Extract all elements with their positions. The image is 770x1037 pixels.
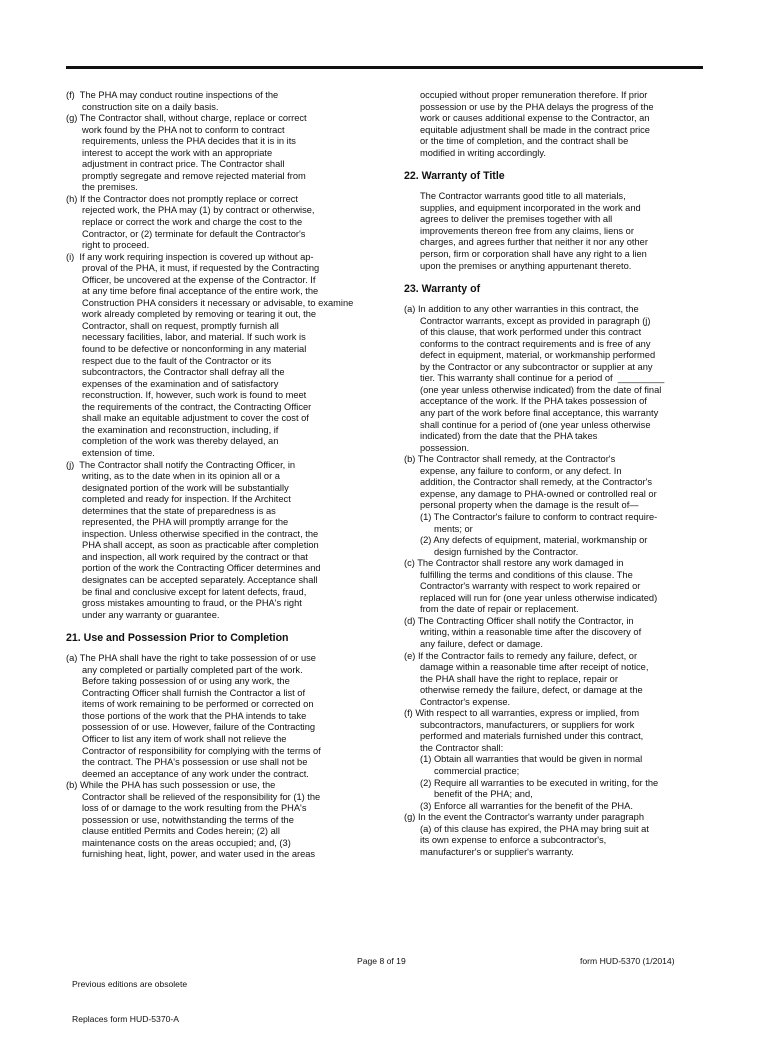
text-line: design furnished by the Contractor. — [434, 546, 579, 557]
text-line: at any time before final acceptance of the entire work, the — [82, 286, 319, 297]
text-line: acceptance of the work. If the PHA takes possession of — [420, 396, 647, 407]
text-line: any failure, defect or damage. — [420, 638, 543, 649]
text-line: construction site on a daily basis. — [82, 101, 219, 112]
section-heading: 23. Warranty of — [404, 283, 481, 296]
text-line: otherwise remedy the failure, defect, or damage at the — [420, 685, 643, 696]
text-line: possession. — [420, 442, 470, 453]
text-line: or the time of completion, and the contract shall be — [420, 136, 629, 147]
text-line: (d) The Contracting Officer shall notify the Contractor, in — [404, 615, 634, 626]
text-line: designated portion of the work will be substantially — [82, 482, 289, 493]
text-line: promptly segregate and remove rejected material from — [82, 170, 306, 181]
text-line: expense, any damage to PHA-owned or controlled real or — [420, 488, 657, 499]
text-line: manufacturer's or supplier's warranty. — [420, 846, 574, 857]
text-line: any completed or partially completed part of the work. — [82, 664, 303, 675]
text-line: work already completed by removing or tearing it out, the — [82, 309, 317, 320]
text-line: Contractor shall be relieved of the responsibility for (1) the — [82, 791, 321, 802]
section-heading: 22. Warranty of Title — [404, 170, 505, 183]
text-line: writing, within a reasonable time after the discovery of — [420, 627, 642, 638]
text-line: (1) The Contractor's failure to conform to contract require- — [420, 511, 658, 522]
text-line: Contractor warrants, except as provided in paragraph (j) — [420, 315, 651, 326]
text-line: person, firm or corporation shall have any right to a lien — [420, 249, 647, 260]
text-line: fulfilling the terms and conditions of this clause. The — [420, 569, 633, 580]
section-heading: 21. Use and Possession Prior to Completion — [66, 632, 289, 645]
text-line: respect due to the fault of the Contractor or its — [82, 355, 272, 366]
text-line: upon the premises or anything appurtenant thereto. — [420, 260, 632, 271]
text-line: expenses of the examination and of satisfactory — [82, 378, 279, 389]
text-line: designates can be accepted separately. Acceptance shall — [82, 574, 318, 585]
text-line: the requirements of the contract, the Contracting Officer — [82, 401, 312, 412]
footer-left — [72, 956, 187, 1037]
text-line: (i) If any work requiring inspection is covered up without ap- — [66, 251, 314, 262]
text-line: its own expense to enforce a subcontractor's, — [420, 835, 607, 846]
footer-obsolete-note: Previous editions are obsolete — [72, 979, 188, 989]
text-line: from the date of repair or replacement. — [420, 604, 579, 615]
text-line: of this clause, that work performed under this contract — [420, 327, 642, 338]
text-line: any part of the work before final acceptance, this warranty — [420, 408, 659, 419]
text-line: Contractor, shall on request, promptly furnish all — [82, 320, 279, 331]
text-line: under any warranty or guarantee. — [82, 609, 220, 620]
text-line: Contractor, or (2) terminate for default the Contractor's — [82, 228, 306, 239]
text-line: interest to accept the work with an appropriate — [82, 147, 273, 158]
text-line: (b) While the PHA has such possession or use, the — [66, 780, 276, 791]
text-line: damage within a reasonable time after receipt of notice, — [420, 662, 649, 673]
text-line: tier. This warranty shall continue for a period of _________ — [420, 373, 665, 384]
text-line: adjustment in contract price. The Contractor shall — [82, 159, 285, 170]
text-line: (2) Any defects of equipment, material, workmanship or — [420, 535, 648, 546]
text-line: the PHA shall have the right to replace, repair or — [420, 673, 618, 684]
text-line: portion of the work the Contracting Officer determines and — [82, 563, 321, 574]
text-line: commercial practice; — [434, 765, 520, 776]
text-line: (a) In addition to any other warranties in this contract, the — [404, 304, 639, 315]
text-line: occupied without proper remuneration therefore. If prior — [420, 90, 648, 100]
text-line: subcontractors, the Contractor shall defray all the — [82, 367, 285, 378]
text-line: found to be defective or nonconforming in any material — [82, 344, 307, 355]
text-line: rejected work, the PHA may (1) by contract or otherwise, — [82, 205, 315, 216]
text-line: Contracting Officer shall furnish the Contractor a list of — [82, 687, 306, 698]
text-line: gross mistakes amounting to fraud, or the PHA's right — [82, 598, 302, 609]
text-line: replace or correct the work and charge the cost to the — [82, 217, 303, 228]
text-line: (2) Require all warranties to be executed in writing, for the — [420, 777, 659, 788]
text-line: The Contractor warrants good title to all materials, — [420, 191, 626, 202]
text-line: inspection. Unless otherwise specified in the contract, the — [82, 528, 319, 539]
text-line: ments; or — [434, 523, 473, 534]
text-line: addition, the Contractor shall remedy, at the Contractor's — [420, 477, 653, 488]
text-line: requirements, unless the PHA decides that it is in its — [82, 136, 296, 147]
text-line: reconstruction. If, however, such work is found to meet — [82, 390, 307, 401]
text-line: the contract. The PHA's possession or use shall not be — [82, 757, 308, 768]
text-line: (g) The Contractor shall, without charge, replace or correct — [66, 113, 307, 124]
text-line: shall continue for a period of (one year unless otherwise — [420, 419, 651, 430]
text-line: items of work remaining to be performed or corrected on — [82, 699, 314, 710]
text-line: equitable adjustment shall be made in the contract price — [420, 124, 650, 135]
right-column — [404, 90, 690, 858]
text-line: (f) The PHA may conduct routine inspections of the — [66, 90, 279, 100]
text-line: possession or use, notwithstanding the terms of the — [82, 814, 294, 825]
text-line: be final and conclusive except for latent defects, fraud, — [82, 586, 307, 597]
text-line: determines that the state of preparedness is as — [82, 505, 276, 516]
text-line: defect in equipment, material, or workmanship performed — [420, 350, 656, 361]
text-line: Officer, be uncovered at the expense of the Contractor. If — [82, 274, 316, 285]
top-rule — [66, 66, 703, 69]
text-line: improvements thereon free from any claims, liens or — [420, 225, 634, 236]
text-line: Construction PHA considers it necessary or advisable, to examine — [82, 297, 354, 308]
text-line: proval of the PHA, it must, if requested by the Contracting — [82, 263, 320, 274]
text-line: (b) The Contractor shall remedy, at the Contractor's — [404, 454, 616, 465]
page-number: Page 8 of 19 — [357, 956, 406, 966]
text-line: agrees to deliver the premises together with all — [420, 214, 613, 225]
text-line: represented, the PHA will promptly arrange for the — [82, 517, 289, 528]
text-line: (h) If the Contractor does not promptly replace or correct — [66, 193, 299, 204]
text-line: work found by the PHA not to conform to contract — [82, 124, 285, 135]
text-line: personal property when the damage is the result of— — [420, 500, 639, 511]
text-line: Officer to list any item of work shall not relieve the — [82, 733, 287, 744]
text-line: work or causes additional expense to the Contractor, an — [420, 113, 650, 124]
text-line: completion of the work was thereby delayed, an — [82, 436, 279, 447]
text-line: PHA shall accept, as soon as practicable after completion — [82, 540, 319, 551]
text-line: and inspection, all work required by the contract or that — [82, 551, 308, 562]
text-line: Contractor of responsibility for complying with the terms of — [82, 745, 321, 756]
text-line: (f) With respect to all warranties, express or implied, from — [404, 708, 640, 719]
text-line: deemed an acceptance of any work under the contract. — [82, 768, 309, 779]
text-line: extension of time. — [82, 447, 155, 458]
text-line: (a) of this clause has expired, the PHA may bring suit at — [420, 823, 649, 834]
text-line: modified in writing accordingly. — [420, 147, 546, 158]
text-line: replaced will run for (one year unless otherwise indicated) — [420, 592, 658, 603]
text-line: Contractor's warranty with respect to work repaired or — [420, 581, 641, 592]
text-line: Contractor's expense. — [420, 696, 511, 707]
text-line: possession of or use. However, failure of the Contracting — [82, 722, 316, 733]
text-line: clause entitled Permits and Codes herein; (2) all — [82, 826, 280, 837]
left-column — [66, 90, 352, 861]
text-line: (a) The PHA shall have the right to take possession of or use — [66, 653, 316, 664]
text-line: the premises. — [82, 182, 138, 193]
text-line: expense, any failure to conform, or any defect. In — [420, 465, 622, 476]
text-line: (g) In the event the Contractor's warranty under paragraph — [404, 812, 645, 823]
text-line: shall make an equitable adjustment to cover the cost of — [82, 413, 309, 424]
text-line: possession or use by the PHA delays the progress of the — [420, 101, 654, 112]
text-line: furnishing heat, light, power, and water used in the areas — [82, 849, 316, 860]
text-line: (1) Obtain all warranties that would be given in normal — [420, 754, 643, 765]
text-line: supplies, and equipment incorporated in the work and — [420, 202, 641, 213]
text-line: indicated) from the date that the PHA takes — [420, 431, 598, 442]
text-line: subcontractors, manufacturers, or suppliers for work — [420, 719, 635, 730]
text-line: maintenance costs on the areas occupied; and, (3) — [82, 837, 291, 848]
text-line: the Contractor shall: — [420, 742, 504, 753]
text-line: performed and materials furnished under this contract, — [420, 731, 644, 742]
text-line: (c) The Contractor shall restore any work damaged in — [404, 558, 624, 569]
text-line: necessary facilities, labor, and material. If such work is — [82, 332, 306, 343]
text-line: (one year unless otherwise indicated) from the date of final — [420, 384, 662, 395]
text-line: writing, as to the date when in its opinion all or a — [82, 471, 280, 482]
form-number: form HUD-5370 (1/2014) — [580, 956, 675, 966]
text-line: benefit of the PHA; and, — [434, 789, 533, 800]
text-line: the examination and reconstruction, including, if — [82, 424, 279, 435]
text-line: (j) The Contractor shall notify the Contracting Officer, in — [66, 459, 296, 470]
text-line: charges, and agrees further that neither it nor any other — [420, 237, 648, 248]
text-line: Before taking possession of or using any work, the — [82, 676, 290, 687]
text-line: those portions of the work that the PHA intends to take — [82, 710, 307, 721]
text-line: completed and ready for inspection. If the Architect — [82, 494, 291, 505]
text-line: by the Contractor or any subcontractor or supplier at any — [420, 361, 653, 372]
text-line: right to proceed. — [82, 240, 150, 251]
text-line: loss of or damage to the work resulting from the PHA's — [82, 803, 307, 814]
footer-replaces-note: Replaces form HUD-5370-A — [72, 1013, 179, 1024]
text-line: (3) Enforce all warranties for the benefit of the PHA. — [420, 800, 633, 811]
text-line: conforms to the contract requirements and is free of any — [420, 338, 651, 349]
text-line: (e) If the Contractor fails to remedy any failure, defect, or — [404, 650, 638, 661]
